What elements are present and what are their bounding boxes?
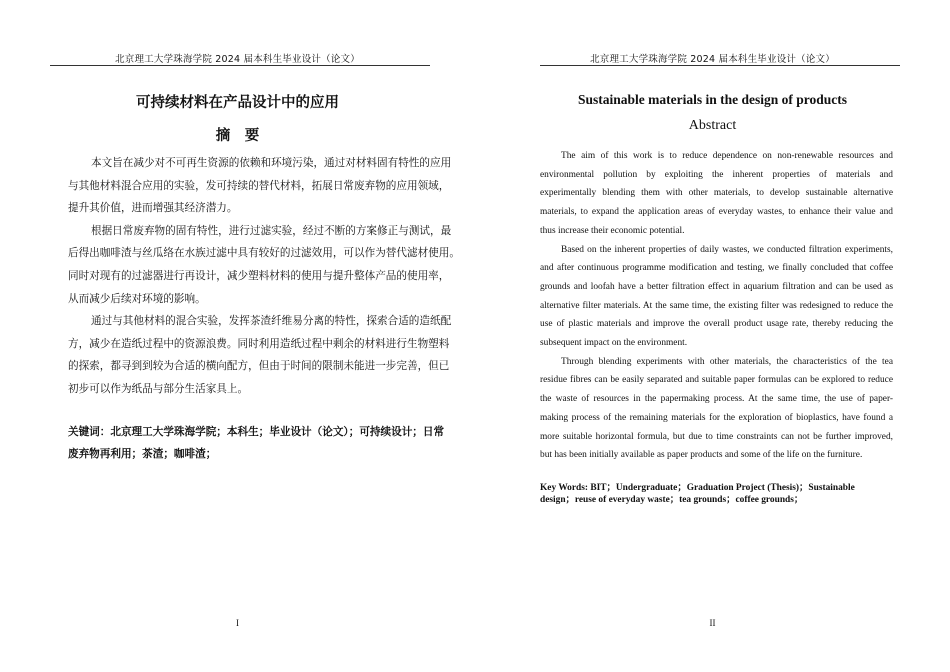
page-title: Sustainable materials in the design of products xyxy=(577,92,848,107)
paragraph-line: thus increase their economic potential. xyxy=(540,225,685,236)
section-heading: Abstract xyxy=(688,118,737,133)
paragraph-line: The aim of this work is to reduce dependence on non-renewable resources and xyxy=(561,151,893,161)
paragraph-line: 从而减少后续对环境的影响。 xyxy=(68,292,206,305)
paragraph-line: 初步可以作为纸品与部分生活家具上。 xyxy=(68,383,249,395)
paragraph-line: 方，减少在造纸过程中的资源浪费。同时利用造纸过程中剩余的材料进行生物塑料 xyxy=(68,337,450,350)
paragraph-line: 与其他材料混合应用的实验，发可持续的替代材料，拓展日常废弃物的应用领域， xyxy=(68,179,450,192)
paragraph-line: residue fibres can be easily separated and suitable paper formulas can be explored to reduce xyxy=(540,375,893,386)
paragraph-line: materials, to expand the application areas of everyday wastes, to enhance their value and xyxy=(540,207,893,218)
keywords-line: 废弃物再利用；茶渣；咖啡渣； xyxy=(68,448,217,461)
page-number: I xyxy=(236,618,239,628)
header-rule xyxy=(540,65,900,66)
paragraph-line: experimentally blending them with other materials, to develop sustainable alternative xyxy=(540,188,893,199)
page-header: 北京理工大学珠海学院 2024 届本科生毕业设计（论文） xyxy=(590,54,835,65)
page-number: II xyxy=(709,618,716,628)
paragraph-line: more suitable horizontal formula, but due to time constraints can not be further improved, xyxy=(540,431,893,442)
paragraph-line: 的探索，都寻到到较为合适的横向配方，但由于时间的限制未能进一步完善，但已 xyxy=(68,360,450,373)
paragraph-line: alternative filter materials. At the same time, the existing filter was redesigned to reduce the xyxy=(540,300,893,311)
paragraph-line: environmental pollution by exploiting the inherent properties of materials and xyxy=(540,169,893,180)
keywords-line: 关键词：北京理工大学珠海学院；本科生；毕业设计（论文）；可持续设计；日常 xyxy=(68,425,445,438)
paragraph-line: 通过与其他材料的混合实验，发挥茶渣纤维易分离的特性，探索合适的造纸配 xyxy=(91,315,452,328)
keywords-line: Key Words: BIT；Undergraduate；Graduation Project (Thesis)；Sustainable xyxy=(540,482,855,493)
paragraph-line: use of plastic materials and improve the overall product usage rate, thereby reducing the xyxy=(540,319,893,330)
header-rule xyxy=(50,65,430,66)
page-header: 北京理工大学珠海学院 2024 届本科生毕业设计（论文） xyxy=(115,54,360,65)
paragraph-line: 同时对现有的过滤器进行再设计，减少塑料材料的使用与提升整体产品的使用率， xyxy=(68,270,450,282)
page-title: 可持续材料在产品设计中的应用 xyxy=(136,95,339,111)
paragraph-line: Based on the inherent properties of daily wastes, we conducted filtration experiments, xyxy=(561,244,893,255)
paragraph-line: Through blending experiments with other materials, the characteristics of the tea xyxy=(561,356,893,367)
paragraph-line: the waste of resources in the papermaking process. At the same time, the use of paper- xyxy=(540,394,893,405)
paragraph-line: grounds and loofah have a better filtration effect in aquarium filtration and can be used as xyxy=(540,281,893,292)
section-heading: 摘 要 xyxy=(215,128,260,144)
paragraph-line: and after continuous programme modification and testing, we finally concluded that coffee xyxy=(540,263,893,274)
paragraph-line: making process of the remaining materials for the exploration of bioplastics, have found a xyxy=(540,412,893,423)
paragraph-line: 后得出咖啡渣与丝瓜络在水族过滤中具有较好的过滤效用，可以作为替代滤材使用。 xyxy=(68,247,460,260)
paragraph-line: subsequent impact on the environment. xyxy=(540,338,688,348)
paragraph-line: 本文旨在减少对不可再生资源的依赖和环境污染，通过对材料固有特性的应用 xyxy=(91,157,452,169)
paragraph-line: but has been initially available as paper products and some of the life on the furniture. xyxy=(540,450,863,461)
paragraph-line: 根据日常废弃物的固有特性，进行过滤实验，经过不断的方案修正与测试，最 xyxy=(91,224,452,237)
page-english-abstract xyxy=(475,0,950,672)
paragraph-line: 提升其价值，进而增强其经济潜力。 xyxy=(68,202,238,215)
keywords-line: design；reuse of everyday waste；tea grounds；coffee grounds； xyxy=(540,494,804,505)
